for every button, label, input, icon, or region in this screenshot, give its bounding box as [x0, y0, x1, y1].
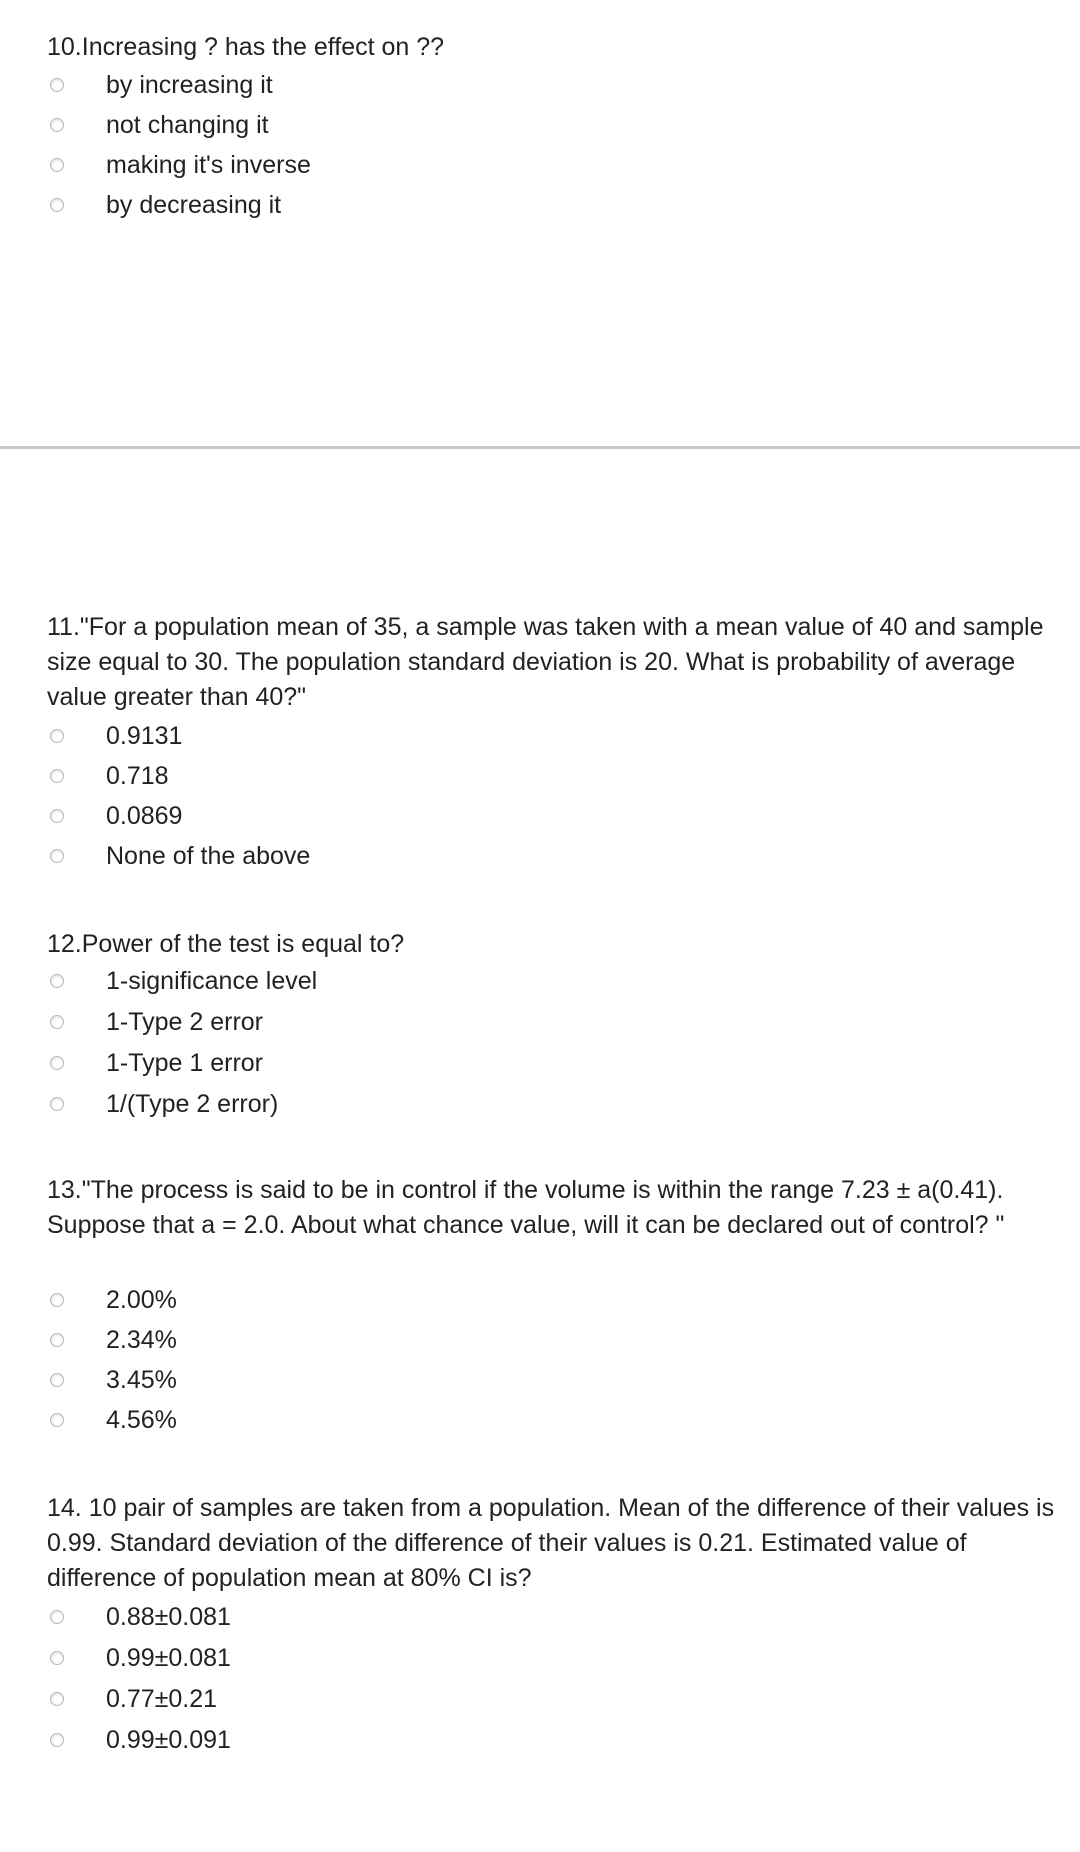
option-radio-row[interactable]	[0, 1599, 1080, 1639]
radio-button-icon[interactable]	[50, 1373, 64, 1387]
section-divider	[0, 446, 1080, 449]
radio-button-icon[interactable]	[50, 729, 64, 743]
radio-button-icon[interactable]	[50, 118, 64, 132]
option-radio-row[interactable]	[0, 1282, 1080, 1322]
option-radio-row[interactable]	[0, 838, 1080, 878]
radio-button-icon[interactable]	[50, 1610, 64, 1624]
option-label: None of the above	[106, 842, 311, 870]
option-label: 0.77±0.21	[106, 1685, 218, 1713]
option-label: 0.99±0.091	[106, 1726, 231, 1754]
question-text: 10.Increasing ? has the effect on ??	[47, 33, 445, 61]
option-label: 0.99±0.081	[106, 1644, 231, 1672]
option-radio-row[interactable]	[0, 1322, 1080, 1362]
option-radio-row[interactable]	[0, 718, 1080, 758]
question-text: 12.Power of the test is equal to?	[47, 930, 405, 958]
option-radio-row[interactable]	[0, 963, 1080, 1003]
option-label: 2.34%	[106, 1326, 177, 1354]
radio-button-icon[interactable]	[50, 1692, 64, 1706]
question-text: 14. 10 pair of samples are taken from a population. Mean of the difference of their values is 0.99. Standard deviation of the difference of their values is 0.21. Estimated value of difference of population mean at 80% CI is?	[47, 1494, 1062, 1592]
option-radio-row[interactable]	[0, 1086, 1080, 1126]
option-radio-row[interactable]	[0, 1402, 1080, 1442]
option-radio-row[interactable]	[0, 147, 1080, 187]
radio-button-icon[interactable]	[50, 1733, 64, 1747]
option-label: 0.88±0.081	[106, 1603, 231, 1631]
option-radio-row[interactable]	[0, 798, 1080, 838]
option-label: by decreasing it	[106, 191, 282, 219]
option-label: by increasing it	[106, 71, 273, 99]
option-label: 0.0869	[106, 802, 183, 830]
radio-button-icon[interactable]	[50, 849, 64, 863]
option-radio-row[interactable]	[0, 1362, 1080, 1402]
radio-button-icon[interactable]	[50, 198, 64, 212]
radio-button-icon[interactable]	[50, 809, 64, 823]
option-label: making it's inverse	[106, 151, 311, 179]
radio-button-icon[interactable]	[50, 1293, 64, 1307]
question-text: 11."For a population mean of 35, a sample was taken with a mean value of 40 and sample size equal to 30. The population standard deviation is 20. What is probability of average value greater than 40?"	[47, 613, 1051, 711]
option-radio-row[interactable]	[0, 1640, 1080, 1680]
option-radio-row[interactable]	[0, 67, 1080, 107]
radio-button-icon[interactable]	[50, 769, 64, 783]
option-label: 0.718	[106, 762, 169, 790]
option-radio-row[interactable]	[0, 1004, 1080, 1044]
option-radio-row[interactable]	[0, 187, 1080, 227]
radio-button-icon[interactable]	[50, 158, 64, 172]
radio-button-icon[interactable]	[50, 1333, 64, 1347]
option-radio-row[interactable]	[0, 1045, 1080, 1085]
radio-button-icon[interactable]	[50, 1056, 64, 1070]
radio-button-icon[interactable]	[50, 78, 64, 92]
option-label: 3.45%	[106, 1366, 177, 1394]
option-label: not changing it	[106, 111, 269, 139]
option-radio-row[interactable]	[0, 107, 1080, 147]
radio-button-icon[interactable]	[50, 974, 64, 988]
option-radio-row[interactable]	[0, 1722, 1080, 1762]
radio-button-icon[interactable]	[50, 1651, 64, 1665]
option-label: 1/(Type 2 error)	[106, 1090, 279, 1118]
option-label: 1-Type 1 error	[106, 1049, 264, 1077]
option-label: 2.00%	[106, 1286, 177, 1314]
question-text: 13."The process is said to be in control if the volume is within the range 7.23 ± a(0.41). Suppose that a = 2.0. About what chance value, will it can be declared out of control? "	[47, 1176, 1011, 1239]
option-label: 4.56%	[106, 1406, 177, 1434]
option-label: 0.9131	[106, 722, 183, 750]
option-label: 1-Type 2 error	[106, 1008, 264, 1036]
option-radio-row[interactable]	[0, 1681, 1080, 1721]
radio-button-icon[interactable]	[50, 1015, 64, 1029]
radio-button-icon[interactable]	[50, 1097, 64, 1111]
radio-button-icon[interactable]	[50, 1413, 64, 1427]
option-label: 1-significance level	[106, 967, 318, 995]
option-radio-row[interactable]	[0, 758, 1080, 798]
